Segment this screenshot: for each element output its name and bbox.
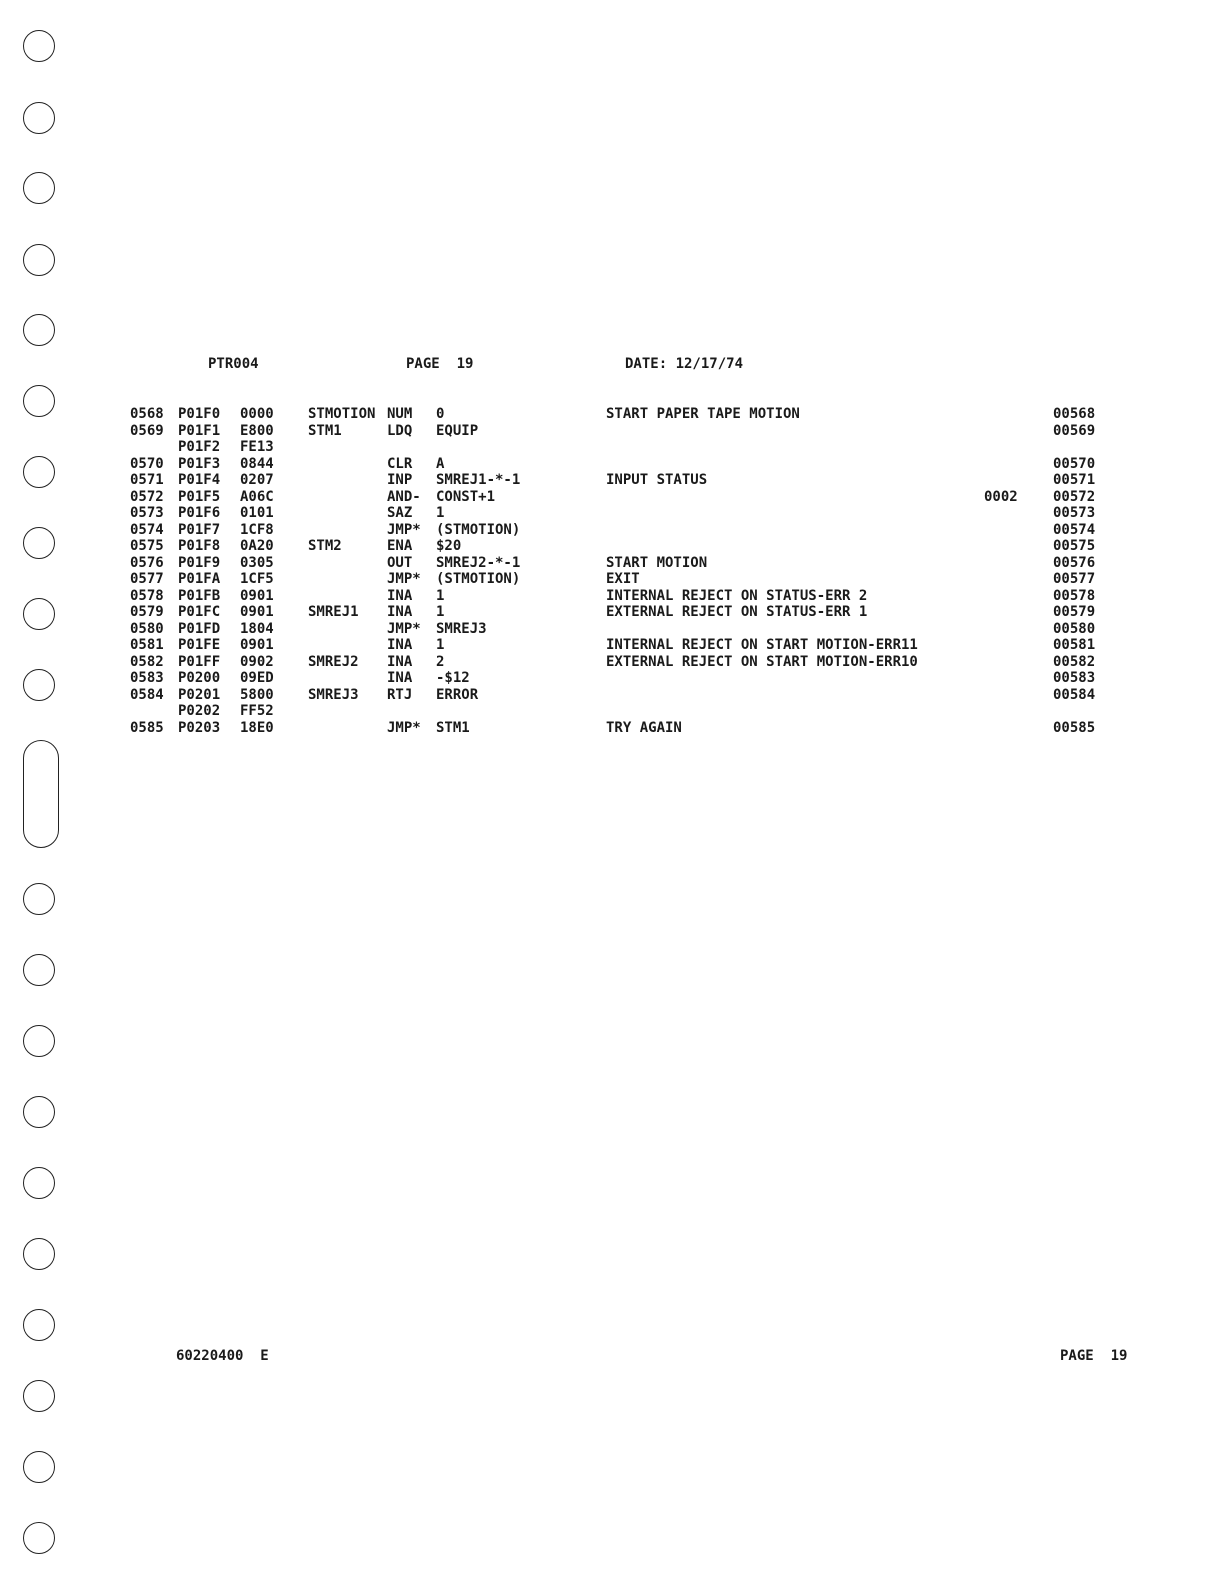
address: P01F4 [178, 472, 221, 488]
listing-row [0, 703, 1224, 720]
opcode: INA [387, 653, 413, 670]
opcode: JMP* [387, 571, 421, 587]
comment: START MOTION [606, 554, 708, 571]
program-name: PTR004 [208, 356, 259, 372]
line-number: 00576 [1053, 554, 1096, 571]
assembly-listing [0, 406, 1224, 736]
opcode: JMP* [387, 620, 421, 637]
address: P0202 [178, 703, 221, 719]
opcode: CLR [387, 455, 413, 472]
operand: A [436, 455, 445, 472]
comment: INPUT STATUS [606, 472, 708, 488]
sequence-number: 0583 [130, 670, 164, 686]
opcode: ENA [387, 538, 413, 554]
address: P01FF [178, 653, 221, 670]
address: P01F5 [178, 488, 221, 505]
listing-row [0, 621, 1224, 638]
operand: $20 [436, 538, 462, 554]
footer-page-number: PAGE 19 [1060, 1348, 1128, 1364]
label: SMREJ3 [308, 686, 359, 703]
line-number: 00573 [1053, 505, 1096, 521]
opcode: AND- [387, 488, 421, 505]
listing-row [0, 571, 1224, 588]
listing-row [0, 637, 1224, 654]
opcode: INP [387, 472, 413, 488]
punch-hole [23, 1380, 55, 1412]
address: P0201 [178, 686, 221, 703]
comment: EXTERNAL REJECT ON STATUS-ERR 1 [606, 604, 868, 620]
address: P01F8 [178, 538, 221, 554]
operand: STM1 [436, 719, 470, 736]
opcode: SAZ [387, 505, 413, 521]
sequence-number: 0582 [130, 653, 164, 670]
label: STMOTION [308, 406, 376, 422]
punch-hole [23, 1451, 55, 1483]
comment: INTERNAL REJECT ON START MOTION-ERR11 [606, 637, 918, 653]
object-code: 0207 [240, 472, 274, 488]
operand: (STMOTION) [436, 571, 521, 587]
line-number: 00575 [1053, 538, 1096, 554]
sequence-number: 0571 [130, 472, 164, 488]
operand: 2 [436, 653, 445, 670]
punch-hole [23, 314, 55, 346]
listing-row [0, 522, 1224, 539]
listing-row [0, 456, 1224, 473]
address: P01F6 [178, 505, 221, 521]
punch-slot [23, 740, 59, 848]
object-code: 0901 [240, 604, 274, 620]
object-code: 0A20 [240, 538, 274, 554]
listing-row [0, 538, 1224, 555]
address: P0203 [178, 719, 221, 736]
listing-row [0, 406, 1224, 423]
operand: SMREJ3 [436, 620, 487, 637]
listing-row [0, 555, 1224, 572]
sequence-number: 0574 [130, 521, 164, 538]
opcode: INA [387, 637, 413, 653]
punch-hole [23, 1167, 55, 1199]
sequence-number: 0576 [130, 554, 164, 571]
object-code: 0901 [240, 637, 274, 653]
line-number: 00570 [1053, 455, 1096, 472]
punch-hole [23, 102, 55, 134]
address: P01FE [178, 637, 221, 653]
listing-row [0, 670, 1224, 687]
label: SMREJ1 [308, 604, 359, 620]
operand: 0 [436, 406, 445, 422]
comment: EXIT [606, 571, 640, 587]
opcode: JMP* [387, 719, 421, 736]
line-number: 00581 [1053, 637, 1096, 653]
punch-hole [23, 1522, 55, 1554]
object-code: E800 [240, 422, 274, 439]
listing-row [0, 720, 1224, 737]
address: P01F0 [178, 406, 221, 422]
opcode: INA [387, 604, 413, 620]
listing-date: DATE: 12/17/74 [625, 356, 744, 372]
listing-row [0, 604, 1224, 621]
punch-hole [23, 244, 55, 276]
opcode: LDQ [387, 422, 413, 439]
line-number: 00569 [1053, 422, 1096, 439]
address: P01FD [178, 620, 221, 637]
opcode: JMP* [387, 521, 421, 538]
operand: -$12 [436, 670, 470, 686]
punch-hole [23, 954, 55, 986]
line-number: 00579 [1053, 604, 1096, 620]
sequence-number: 0572 [130, 488, 164, 505]
object-code: FF52 [240, 703, 274, 719]
listing-row [0, 588, 1224, 605]
object-code: 0101 [240, 505, 274, 521]
line-number: 00583 [1053, 670, 1096, 686]
object-code: 0902 [240, 653, 274, 670]
sequence-number: 0569 [130, 422, 164, 439]
sequence-number: 0580 [130, 620, 164, 637]
object-code: 0305 [240, 554, 274, 571]
sequence-number: 0585 [130, 719, 164, 736]
line-number: 00571 [1053, 472, 1096, 488]
listing-row [0, 439, 1224, 456]
listing-row [0, 472, 1224, 489]
object-code: 09ED [240, 670, 274, 686]
label: SMREJ2 [308, 653, 359, 670]
object-code: 0844 [240, 455, 274, 472]
label: STM2 [308, 538, 342, 554]
comment: START PAPER TAPE MOTION [606, 406, 800, 422]
object-code: 1804 [240, 620, 274, 637]
operand: SMREJ2-*-1 [436, 554, 521, 571]
listing-row [0, 687, 1224, 704]
sequence-number: 0570 [130, 455, 164, 472]
comment: EXTERNAL REJECT ON START MOTION-ERR10 [606, 653, 918, 670]
sequence-number: 0578 [130, 587, 164, 604]
object-code: 1CF5 [240, 571, 274, 587]
address: P01F7 [178, 521, 221, 538]
line-number: 00568 [1053, 406, 1096, 422]
opcode: RTJ [387, 686, 413, 703]
operand: EQUIP [436, 422, 479, 439]
address: P01FA [178, 571, 221, 587]
comment: TRY AGAIN [606, 719, 682, 736]
label: STM1 [308, 422, 342, 439]
header-page-number: PAGE 19 [406, 356, 474, 372]
listing-row [0, 489, 1224, 506]
sequence-number: 0568 [130, 406, 164, 422]
object-code: 5800 [240, 686, 274, 703]
object-code: A06C [240, 488, 274, 505]
line-number: 00572 [1053, 488, 1096, 505]
sequence-number: 0577 [130, 571, 164, 587]
address: P01FC [178, 604, 221, 620]
line-number: 00580 [1053, 620, 1096, 637]
listing-row [0, 423, 1224, 440]
line-number: 00582 [1053, 653, 1096, 670]
sequence-number: 0573 [130, 505, 164, 521]
sequence-number: 0579 [130, 604, 164, 620]
listing-row [0, 505, 1224, 522]
object-code: 0901 [240, 587, 274, 604]
operand: 1 [436, 587, 445, 604]
operand: 1 [436, 505, 445, 521]
opcode: INA [387, 670, 413, 686]
document-number: 60220400 E [176, 1348, 269, 1364]
reference: 0002 [984, 488, 1018, 505]
operand: SMREJ1-*-1 [436, 472, 521, 488]
sequence-number: 0581 [130, 637, 164, 653]
line-number: 00578 [1053, 587, 1096, 604]
sequence-number: 0584 [130, 686, 164, 703]
opcode: OUT [387, 554, 413, 571]
line-number: 00585 [1053, 719, 1096, 736]
punch-hole [23, 1025, 55, 1057]
opcode: NUM [387, 406, 413, 422]
opcode: INA [387, 587, 413, 604]
punch-hole [23, 1309, 55, 1341]
object-code: 0000 [240, 406, 274, 422]
operand: CONST+1 [436, 488, 496, 505]
comment: INTERNAL REJECT ON STATUS-ERR 2 [606, 587, 868, 604]
address: P01FB [178, 587, 221, 604]
object-code: 18E0 [240, 719, 274, 736]
address: P01F3 [178, 455, 221, 472]
object-code: 1CF8 [240, 521, 274, 538]
address: P01F1 [178, 422, 221, 439]
operand: 1 [436, 637, 445, 653]
listing-row [0, 654, 1224, 671]
address: P0200 [178, 670, 221, 686]
line-number: 00577 [1053, 571, 1096, 587]
punch-hole [23, 883, 55, 915]
punch-hole [23, 1096, 55, 1128]
punch-hole [23, 1238, 55, 1270]
line-number: 00574 [1053, 521, 1096, 538]
punch-hole [23, 172, 55, 204]
address: P01F2 [178, 439, 221, 455]
address: P01F9 [178, 554, 221, 571]
line-number: 00584 [1053, 686, 1096, 703]
object-code: FE13 [240, 439, 274, 455]
punch-hole [23, 30, 55, 62]
operand: (STMOTION) [436, 521, 521, 538]
operand: ERROR [436, 686, 479, 703]
sequence-number: 0575 [130, 538, 164, 554]
operand: 1 [436, 604, 445, 620]
